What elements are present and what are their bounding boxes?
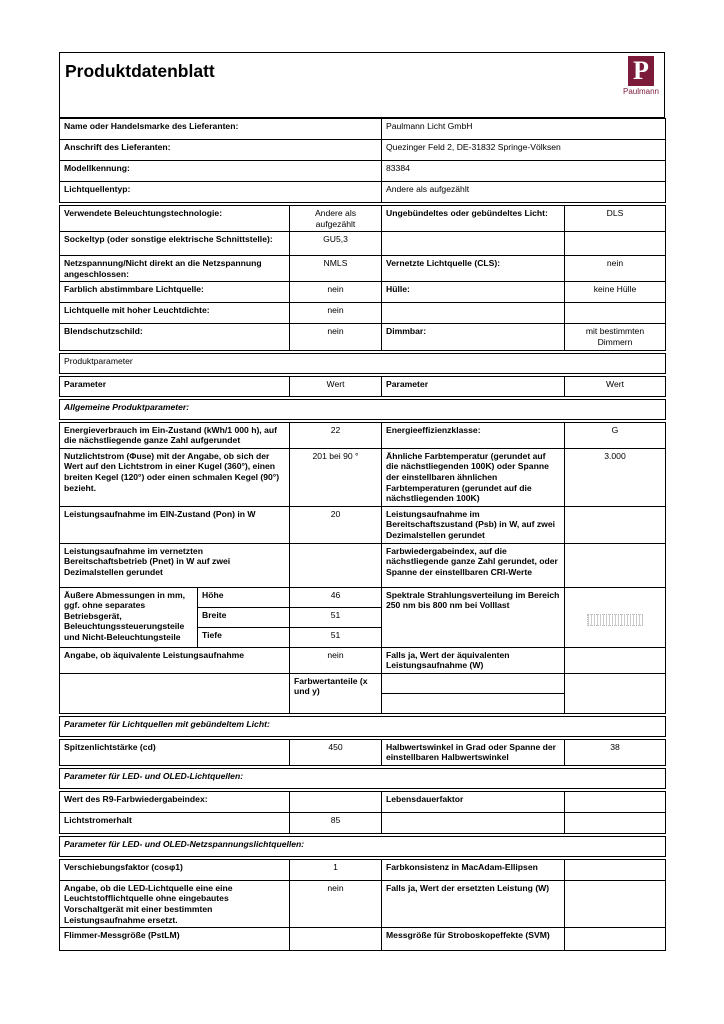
table-row (60, 928, 666, 951)
param-value: 450 (290, 739, 382, 765)
param-value (290, 791, 382, 812)
tech-label: Verwendete Beleuchtungstechnologie: (60, 206, 290, 232)
empty-cell (60, 673, 290, 713)
table-row (60, 673, 666, 693)
supplier-name-value: Paulmann Licht GmbH (382, 119, 666, 140)
supplier-address-label: Anschrift des Lieferanten: (60, 140, 382, 161)
color-coordinates-x (382, 673, 565, 693)
table-row (60, 182, 666, 203)
dimension-height-label: Höhe (198, 587, 290, 607)
param-value: 1 (290, 859, 382, 880)
datasheet-table (59, 118, 666, 951)
param-label: Halbwertswinkel in Grad oder Spanne der einstellbaren Halbwertswinkel (382, 739, 565, 765)
param-label: Falls ja, Wert der äquivalenten Leistungsaufnahme (W) (382, 647, 565, 673)
tech-value: nein (565, 256, 666, 282)
table-row (60, 399, 666, 419)
table-row (60, 282, 666, 303)
table-row (60, 256, 666, 282)
supplier-address-value: Quezinger Feld 2, DE-31832 Springe-Völksen (382, 140, 666, 161)
dimension-height-value: 46 (290, 587, 382, 607)
tech-value: nein (290, 303, 382, 324)
dimension-depth-label: Tiefe (198, 627, 290, 647)
param-label: Wert des R9-Farbwiedergabeindex: (60, 791, 290, 812)
spectral-image (587, 614, 643, 626)
tech-value: nein (290, 282, 382, 303)
dimension-width-label: Breite (198, 607, 290, 627)
param-label: Energieverbrauch im Ein-Zustand (kWh/1 000 h), auf die nächstliegende ganze Zahl aufgerundet (60, 422, 290, 448)
value-header: Wert (290, 376, 382, 396)
tech-value: Andere als aufgezählt (290, 206, 382, 232)
param-value: nein (290, 647, 382, 673)
param-value: 201 bei 90 ° (290, 448, 382, 506)
tech-value: nein (290, 324, 382, 350)
tech-label: Vernetzte Lichtquelle (CLS): (382, 256, 565, 282)
table-row (60, 880, 666, 927)
param-value: G (565, 422, 666, 448)
section-general: Allgemeine Produktparameter: (60, 399, 666, 419)
table-row (60, 232, 666, 256)
tech-value (565, 232, 666, 256)
param-value: nein (290, 880, 382, 927)
tech-value: NMLS (290, 256, 382, 282)
param-value (290, 928, 382, 951)
param-label: Farbwiedergabeindex, auf die nächstliegende ganze Zahl gerundet, oder Spanne der einstellbaren CRI-Werte (382, 543, 565, 587)
tech-label: Lichtquelle mit hoher Leuchtdichte: (60, 303, 290, 324)
tech-label: Sockeltyp (oder sonstige elektrische Schnittstelle): (60, 232, 290, 256)
param-label: Angabe, ob äquivalente Leistungsaufnahme (60, 647, 290, 673)
header (59, 52, 665, 118)
tech-value: GU5,3 (290, 232, 382, 256)
table-row (60, 859, 666, 880)
param-value (565, 812, 666, 833)
model-id-value: 83384 (382, 161, 666, 182)
param-value (565, 506, 666, 543)
param-value: 22 (290, 422, 382, 448)
tech-value: keine Hülle (565, 282, 666, 303)
param-label: Flimmer-Messgröße (PstLM) (60, 928, 290, 951)
param-value (290, 543, 382, 587)
tech-label (382, 303, 565, 324)
param-header: Parameter (60, 376, 290, 396)
table-row (60, 587, 666, 607)
param-label: Verschiebungsfaktor (cosφ1) (60, 859, 290, 880)
param-value: 20 (290, 506, 382, 543)
tech-label: Ungebündeltes oder gebündeltes Licht: (382, 206, 565, 232)
dimension-width-value: 51 (290, 607, 382, 627)
param-label: Lichtstromerhalt (60, 812, 290, 833)
param-value (565, 647, 666, 673)
param-value: 85 (290, 812, 382, 833)
logo-brand: Paulmann (622, 87, 660, 96)
value-header: Wert (565, 376, 666, 396)
dimensions-label: Äußere Abmessungen in mm, ggf. ohne separates Betriebsgerät, Beleuchtungssteuerungsteile und Nicht-Beleuchtungsteile (60, 587, 198, 647)
table-row (60, 119, 666, 140)
param-value (565, 791, 666, 812)
param-header: Parameter (382, 376, 565, 396)
param-label: Nutzlichtstrom (Φuse) mit der Angabe, ob sich der Wert auf den Lichtstrom in einer Kugel (360°), einen breiten Kegel (120°) oder einen schmalen Kegel (90°) bezieht. (60, 448, 290, 506)
param-value: 3.000 (565, 448, 666, 506)
param-label (382, 812, 565, 833)
tech-value: DLS (565, 206, 666, 232)
tech-label: Blendschutzschild: (60, 324, 290, 350)
datasheet (59, 52, 665, 951)
table-row (60, 836, 666, 856)
tech-value (565, 303, 666, 324)
spectral-distribution-value (565, 587, 666, 647)
param-label: Leistungsaufnahme im vernetzten Bereitschaftsbetrieb (Pnet) in W auf zwei Dezimalstellen gerundet (60, 543, 290, 587)
section-mains: Parameter für LED- und OLED-Netzspannungslichtquellen: (60, 836, 666, 856)
table-row (60, 324, 666, 350)
table-row (60, 506, 666, 543)
param-value (565, 880, 666, 927)
param-value (565, 543, 666, 587)
table-row (60, 353, 666, 373)
tech-label: Netzspannung/Nicht direkt an die Netzspannung angeschlossen: (60, 256, 290, 282)
page-title: Produktdatenblatt (65, 61, 215, 81)
light-source-type-value: Andere als aufgezählt (382, 182, 666, 203)
color-coordinates-label: Farbwertanteile (x und y) (290, 673, 382, 713)
param-label: Lebensdauerfaktor (382, 791, 565, 812)
table-row (60, 140, 666, 161)
table-row (60, 161, 666, 182)
table-row (60, 768, 666, 788)
tech-value: mit bestimmten Dimmern (565, 324, 666, 350)
table-row (60, 206, 666, 232)
param-label: Messgröße für Stroboskopeffekte (SVM) (382, 928, 565, 951)
param-label: Ähnliche Farbtemperatur (gerundet auf die nächstliegenden 100K) oder Spanne der einstellbaren ähnlichen Farbtemperaturen (gerundet auf die nächstliegenden 100K) (382, 448, 565, 506)
tech-label: Hülle: (382, 282, 565, 303)
section-led: Parameter für LED- und OLED-Lichtquellen: (60, 768, 666, 788)
tech-label: Dimmbar: (382, 324, 565, 350)
color-coordinates-y (382, 693, 565, 713)
table-row (60, 739, 666, 765)
param-label: Farbkonsistenz in MacAdam-Ellipsen (382, 859, 565, 880)
supplier-name-label: Name oder Handelsmarke des Lieferanten: (60, 119, 382, 140)
param-value (565, 859, 666, 880)
table-row (60, 647, 666, 673)
section-directional: Parameter für Lichtquellen mit gebündeltem Licht: (60, 716, 666, 736)
param-label: Leistungsaufnahme im EIN-Zustand (Pon) in W (60, 506, 290, 543)
tech-label (382, 232, 565, 256)
table-row (60, 422, 666, 448)
param-label: Spitzenlichtstärke (cd) (60, 739, 290, 765)
model-id-label: Modellkennung: (60, 161, 382, 182)
param-value: 38 (565, 739, 666, 765)
table-row (60, 791, 666, 812)
param-label: Falls ja, Wert der ersetzten Leistung (W) (382, 880, 565, 927)
table-row (60, 543, 666, 587)
table-row (60, 716, 666, 736)
spectral-distribution-label: Spektrale Strahlungsverteilung im Bereich 250 nm bis 800 nm bei Volllast (382, 587, 565, 647)
dimension-depth-value: 51 (290, 627, 382, 647)
tech-label: Farblich abstimmbare Lichtquelle: (60, 282, 290, 303)
param-label: Leistungsaufnahme im Bereitschaftszustand (Psb) in W, auf zwei Dezimalstellen gerundet (382, 506, 565, 543)
light-source-type-label: Lichtquellentyp: (60, 182, 382, 203)
param-value (565, 928, 666, 951)
param-label: Energieeffizienzklasse: (382, 422, 565, 448)
table-row (60, 303, 666, 324)
param-label: Angabe, ob die LED-Lichtquelle eine eine Leuchtstofflichtquelle ohne eingebautes Vorschaltgerät mit einer bestimmten Leistungsaufnahme ersetzt. (60, 880, 290, 927)
produktparameter-heading: Produktparameter (60, 353, 666, 373)
table-row (60, 376, 666, 396)
table-row (60, 812, 666, 833)
empty-cell (565, 673, 666, 713)
table-row (60, 448, 666, 506)
logo-mark: P (628, 56, 654, 86)
paulmann-logo (622, 56, 660, 97)
